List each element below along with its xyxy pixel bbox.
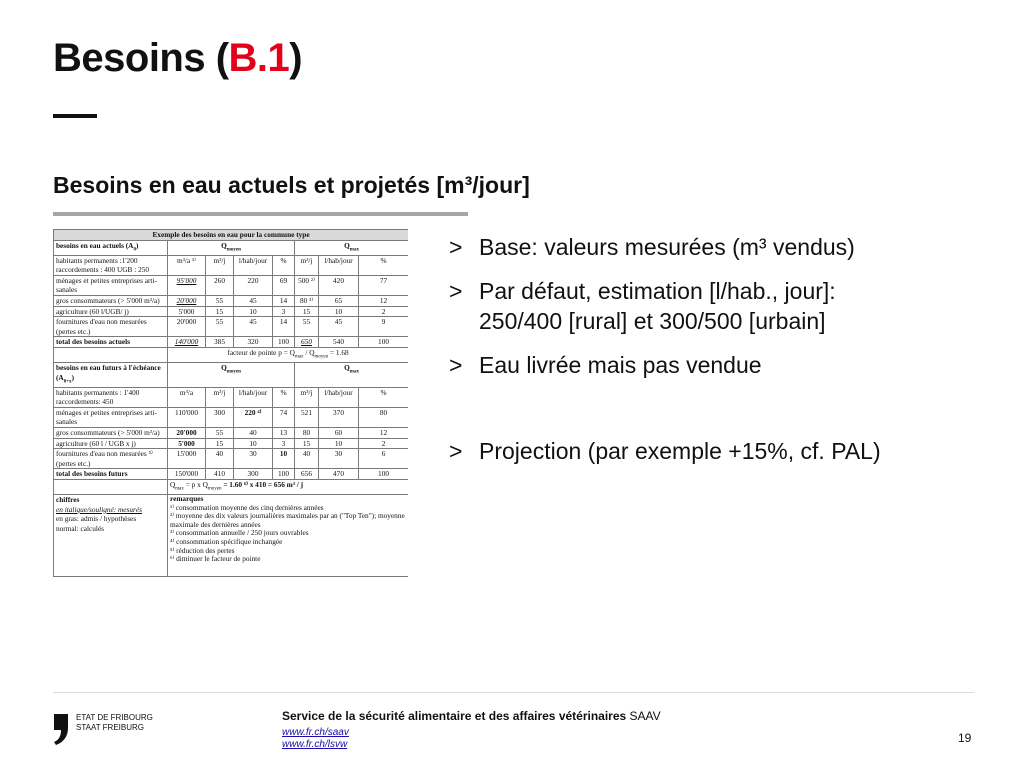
title-accent: B.1 [228,36,290,80]
lsvw-link[interactable]: www.fr.ch/lsvw [282,739,348,750]
actuels-label: besoins en eau actuels $(A_0)$ [54,240,168,255]
q-max-header: $Q_{max}$ [295,240,409,255]
bullet-item: > Eau livrée mais pas vendue [449,352,762,378]
q-moyen-header: $Q_{moyen}$ [168,240,295,255]
bullet-marker: > [449,438,463,464]
facteur-row: facteur de pointe $p = Q_{max} / Q_{moyen} = 1.68$ [54,347,409,362]
table-row: habitants permanents :1'200 raccordements : 400 UGB : 250 m³/a ¹⁾ m³/j l/hab/jour % m³/j l/hab/jour % [54,255,409,275]
footer-rule [53,692,974,693]
table-row: gros consommateurs (> 5'000 m³/a) 20'000 55 40 13 80 60 12 [54,428,409,439]
title-end: ) [289,36,303,80]
table-row: ménages et petites entreprises arti-sanales 95'000 260 220 69 500 ²⁾ 420 77 [54,275,409,295]
title-main: Besoins ( [53,36,229,80]
table-row: agriculture (60 l / UGB x j) 5'000 15 10 3 15 10 2 [54,438,409,449]
slide-title [53,36,302,81]
bullet-item: > Projection (par exemple +15%, cf. PAL) [449,438,881,464]
table-header: Exemple des besoins en eau pour la commune type [54,230,409,241]
water-needs-table-image [53,229,408,681]
bullet-item: > Par défaut, estimation [l/hab., jour]: 250/400 [rural] et 300/500 [urbain] [449,278,836,334]
futurs-label: besoins en eau futurs à l'échéance $(A_{0+x})$ [54,363,168,388]
bullet-marker: > [449,234,463,260]
notes-row: chiffres en italique/souligné: mesurés en gras: admis / hypothèses normal: calculés remarques ¹⁾ consommation moyenne des cinq dernières années ²⁾ moyenne des dix valeurs journalières maximales par an ("Top Ten"); moyenne maximale des dernières années ³⁾ consommation annuelle / 250 jours ouvrables ⁴⁾ consommation spécifique inchangée ⁵⁾ réduction des pertes ⁶⁾ diminuer le facteur de pointe [54,495,409,577]
q-moyen-header-2: $Q_{moyen}$ [168,363,295,388]
table-row: habitants permanents : 1'400 raccordements: 450 m³/a m³/j l/hab/jour % m³/j l/hab/jour % [54,387,409,407]
fribourg-logo-icon [52,712,70,746]
table-row-total: total des besoins futurs 150'000 410 300 100 656 470 100 [54,469,409,480]
formula-row: $Q_{max} = p$ x $Q_{moyen} = 1.60$ ⁶⁾ x 410 = 656 m³ / j [54,480,409,495]
logo-text: ETAT DE FRIBOURG STAAT FREIBURG [76,713,153,732]
slide-subtitle: Besoins en eau actuels et projetés [m³/jour] [53,172,530,198]
bullet-marker: > [449,278,463,304]
bullet-item: > Base: valeurs mesurées (m³ vendus) [449,234,855,260]
bullet-marker: > [449,352,463,378]
q-max-header-2: $Q_{max}$ [295,363,409,388]
service-name: Service de la sécurité alimentaire et des affaires vétérinaires SAAV [282,709,661,723]
table-row: fournitures d'eau non mesurées ⁵⁾ (pertes etc.) 15'000 40 30 10 40 30 6 [54,449,409,469]
table-row: agriculture (60 l/UGB/ j) 5'000 15 10 3 15 10 2 [54,306,409,317]
water-needs-table [53,229,408,577]
saav-link[interactable]: www.fr.ch/saav [282,727,349,738]
subtitle-rule [53,212,468,216]
title-dash [53,114,97,118]
table-row: ménages et petites entreprises arti-sanales 110'000 300 220 ⁴⁾ 74 521 370 80 [54,407,409,427]
page-number: 19 [958,731,972,745]
table-row: gros consommateurs (> 5'000 m³/a) 20'000 55 45 14 80 ³⁾ 65 12 [54,296,409,307]
table-row-total: total des besoins actuels 140'000 385 320 100 650 540 100 [54,337,409,348]
table-row: fournitures d'eau non mesurées (pertes etc.) 20'000 55 45 14 55 45 9 [54,317,409,337]
